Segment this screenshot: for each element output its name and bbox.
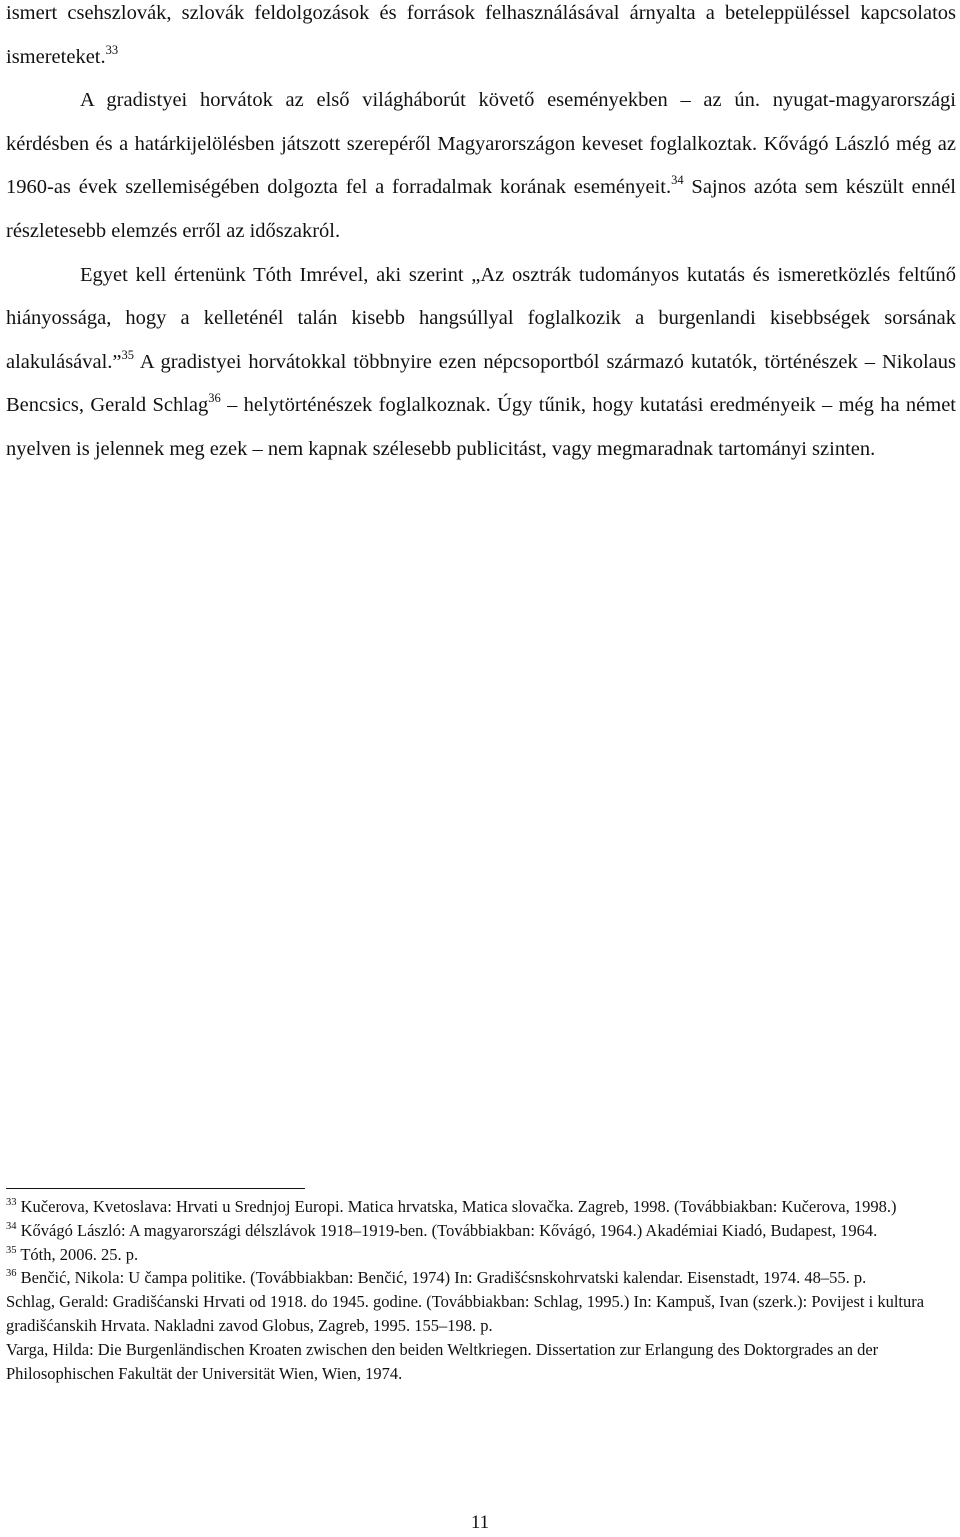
footnote-number: 33 <box>6 1197 17 1208</box>
footnote-number: 36 <box>6 1268 17 1280</box>
paragraph-3-text-c: – helytörténészek foglalkoznak. Úgy tűnik, hogy kutatási eredményeik – még ha német nyelven is jelennek meg ezek – nem kapnak szélesebb publicitást, vagy megmaradnak tartományi szinten. <box>6 394 956 460</box>
footnote-36-continued-varga <box>6 1338 956 1386</box>
paragraph-3-text-b: A gradistyei horvátokkal többnyire ezen népcsoportból származó kutatók, történészek – Nikolaus Bencsics, Gerald Schlag <box>6 350 956 417</box>
paragraph-2 <box>6 79 956 253</box>
footnotes <box>6 1195 956 1385</box>
footnote-number: 35 <box>6 1244 17 1256</box>
footnote-34 <box>6 1219 956 1243</box>
footnote-text: Tóth, 2006. 25. p. <box>16 1244 139 1264</box>
footnote-text: Schlag, Gerald: Gradišćanski Hrvati od 1918. do 1945. godine. (Továbbiakban: Schlag, 1995.) In: Kampuš, Ivan (szerk.): Povijest i kultura gradišćanskih Hrvata. Nakladni zavod Globus, Zagreb, 1995. 155–198. p. <box>6 1292 925 1335</box>
paragraph-2-text-a: A gradistyei horvátok az első világháborút követő eseményekben – az ún. nyugat-magyarországi kérdésben és a határkijelölésben játszott szerepéről Magyarországon keveset foglalkoztak. Kővágó László még az 1960-as évek szellemiségében dolgozta fel a forradalmak korának eseményeit. <box>6 89 956 199</box>
paragraph-2-text-b: Sajnos azóta sem készült ennél részletesebb elemzés erről az időszakról. <box>6 176 956 242</box>
footnote-35 <box>6 1243 956 1267</box>
footnote-33 <box>6 1195 956 1219</box>
footnote-text: Benčić, Nikola: U čampa politike. (Továbbiakban: Benčić, 1974) In: Gradišćsnskohrvatski kalendar. Eisenstadt, 1974. 48–55. p. <box>16 1268 867 1288</box>
body-text <box>6 0 956 472</box>
footnote-text: Kővágó László: A magyarországi délszlávok 1918–1919-ben. (Továbbiakban: Kővágó, 1964.) Akadémiai Kiadó, Budapest, 1964. <box>16 1220 878 1240</box>
paragraph-3 <box>6 254 956 472</box>
footnote-36 <box>6 1266 956 1290</box>
footnote-number: 34 <box>6 1220 17 1232</box>
footnote-text: Varga, Hilda: Die Burgenländischen Kroaten zwischen den beiden Weltkriegen. Dissertation zur Erlangung des Doktorgrades an der Philosophischen Fakultät der Universität Wien, Wien, 1974. <box>6 1339 879 1383</box>
footnote-ref-34: 34 <box>671 173 684 188</box>
footnote-ref-35: 35 <box>121 347 135 362</box>
footnote-36-continued-schlag <box>6 1290 956 1338</box>
page-number: 11 <box>470 1512 490 1533</box>
paragraph-1 <box>6 0 956 79</box>
footnote-text: Kučerova, Kvetoslava: Hrvati u Srednjoj Europi. Matica hrvatska, Matica slovačka. Zagreb, 1998. (Továbbiakban: Kučerova, 1998.) <box>16 1197 897 1216</box>
footnote-ref-33: 33 <box>105 42 119 57</box>
footnote-separator <box>6 1188 305 1189</box>
paragraph-1-text: ismert csehszlovák, szlovák feldolgozások és források felhasználásával árnyalta a beteleppüléssel kapcsolatos ismereteket. <box>6 2 956 68</box>
footnote-ref-36: 36 <box>208 391 221 406</box>
paragraph-3-text-a: Egyet kell értenünk Tóth Imrével, aki szerint „Az osztrák tudományos kutatás és ismeretközlés feltűnő hiányossága, hogy a kelleténél talán kisebb hangsúllyal foglalkozik a burgenlandi kisebbségek sorsának alakulásával.” <box>6 263 956 373</box>
